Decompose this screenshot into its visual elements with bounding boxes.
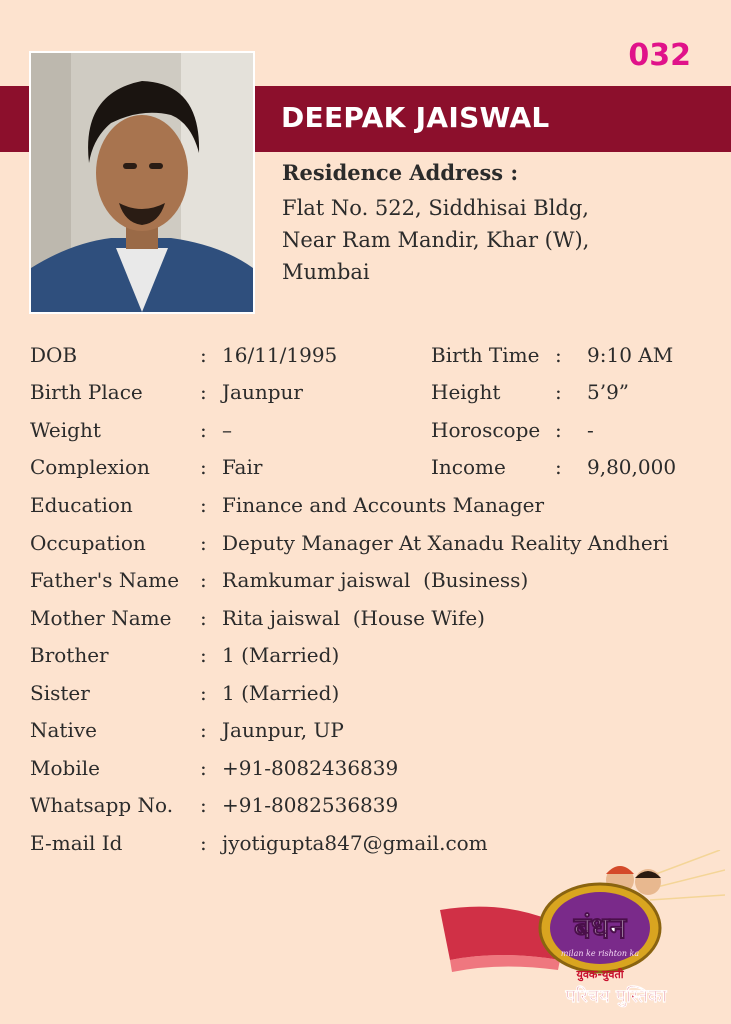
detail-value: jyotigupta847@gmail.com	[222, 831, 488, 855]
detail-label: Father's Name	[30, 568, 180, 592]
detail-label: Mother Name	[30, 606, 172, 630]
detail-label: Education	[30, 493, 133, 517]
detail-label: Income	[431, 455, 506, 479]
detail-value: 9,80,000	[587, 455, 677, 479]
detail-value: +91-8082536839	[222, 793, 399, 817]
colon: :	[200, 455, 207, 479]
candidate-name: DEEPAK JAISWAL	[281, 101, 550, 134]
detail-label: Whatsapp No.	[30, 793, 174, 817]
detail-label: Height	[431, 380, 501, 404]
colon: :	[200, 380, 207, 404]
detail-value: Rita jaiswal (House Wife)	[222, 606, 485, 630]
logo-tagline: milan ke rishton ka	[560, 949, 640, 958]
detail-value: 9:10 AM	[587, 343, 674, 367]
detail-value: Finance and Accounts Manager	[222, 493, 545, 517]
detail-value: 16/11/1995	[222, 343, 338, 367]
colon: :	[200, 831, 207, 855]
colon: :	[200, 493, 207, 517]
detail-value: Fair	[222, 455, 263, 479]
detail-label: Sister	[30, 681, 90, 705]
detail-value: Jaunpur, UP	[222, 718, 344, 742]
colon: :	[555, 418, 562, 442]
colon: :	[200, 343, 207, 367]
detail-value: –	[222, 418, 232, 442]
profile-number: 032	[628, 38, 691, 73]
detail-value: 1 (Married)	[222, 681, 340, 705]
colon: :	[200, 793, 207, 817]
colon: :	[200, 531, 207, 555]
detail-label: Native	[30, 718, 97, 742]
detail-value: +91-8082436839	[222, 756, 399, 780]
detail-label: Brother	[30, 643, 109, 667]
detail-label: E-mail Id	[30, 831, 123, 855]
colon: :	[200, 606, 207, 630]
detail-value: Deputy Manager At Xanadu Reality Andheri	[222, 531, 669, 555]
logo-subtitle: युवक-युवती	[576, 968, 624, 981]
address-line: Mumbai	[282, 260, 370, 284]
address-line: Near Ram Mandir, Khar (W),	[282, 228, 590, 252]
detail-value: 1 (Married)	[222, 643, 340, 667]
detail-value: Ramkumar jaiswal (Business)	[222, 568, 529, 592]
detail-label: Complexion	[30, 455, 150, 479]
detail-label: Occupation	[30, 531, 146, 555]
address-line: Flat No. 522, Siddhisai Bldg,	[282, 196, 589, 220]
detail-value: -	[587, 418, 594, 442]
detail-label: Horoscope	[431, 418, 541, 442]
detail-label: DOB	[30, 343, 78, 367]
colon: :	[555, 455, 562, 479]
address-label: Residence Address :	[282, 160, 519, 185]
colon: :	[555, 380, 562, 404]
colon: :	[200, 756, 207, 780]
detail-value: Jaunpur	[222, 380, 303, 404]
colon: :	[200, 681, 207, 705]
colon: :	[200, 718, 207, 742]
detail-label: Mobile	[30, 756, 100, 780]
profile-photo	[29, 51, 255, 314]
colon: :	[555, 343, 562, 367]
colon: :	[200, 418, 207, 442]
detail-label: Birth Time	[431, 343, 540, 367]
colon: :	[200, 643, 207, 667]
logo-footer: परिचय पुस्तिका	[565, 986, 667, 1007]
detail-label: Weight	[30, 418, 101, 442]
bandhan-logo	[440, 850, 725, 1020]
logo-title: बंधन	[573, 911, 627, 946]
detail-value: 5’9”	[587, 380, 630, 404]
colon: :	[200, 568, 207, 592]
detail-label: Birth Place	[30, 380, 143, 404]
